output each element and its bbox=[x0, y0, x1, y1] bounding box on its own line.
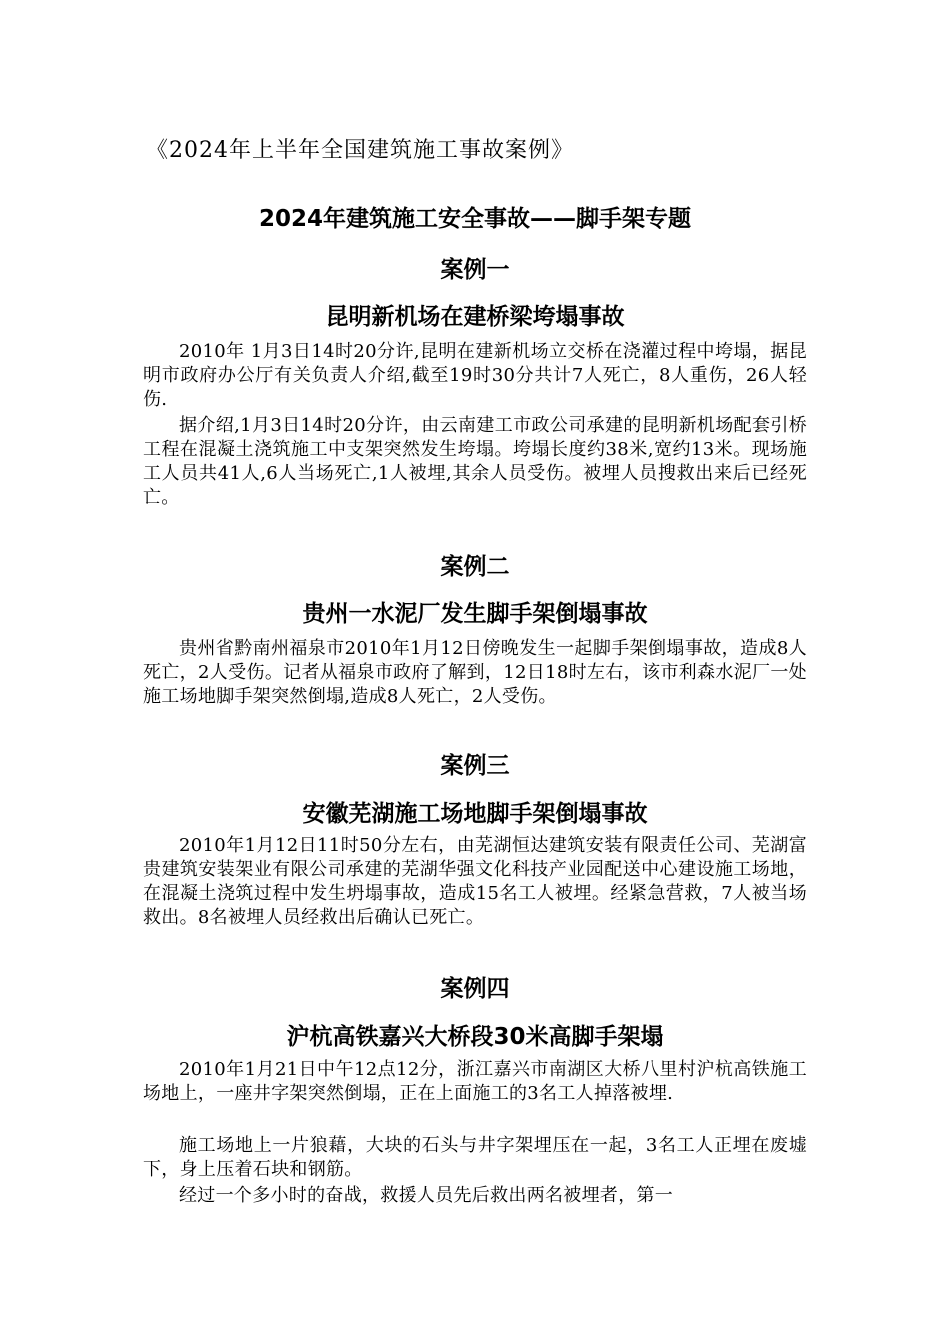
case-heading: 沪杭高铁嘉兴大桥段30米高脚手架塌 bbox=[286, 1024, 664, 1050]
case-heading: 安徽芜湖施工场地脚手架倒塌事故 bbox=[302, 801, 648, 827]
case-paragraph: 2010年1月12日11时50分左右，由芜湖恒达建筑安装有限责任公司、芜湖富贵建筑安装架业有限公司承建的芜湖华强文化科技产业园配送中心建设施工场地，在混凝土浇筑过程中发生坍塌事故，造成15名工人被埋。经紧急营救，7人被当场救出。8名被埋人员经救出后确认已死亡。 bbox=[143, 835, 807, 928]
case-label: 案例二 bbox=[440, 554, 510, 580]
case-label: 案例四 bbox=[440, 976, 510, 1002]
document-title: 《2024年上半年全国建筑施工事故案例》 bbox=[146, 138, 574, 163]
case-paragraph: 施工场地上一片狼藉，大块的石头与井字架埋压在一起，3名工人正埋在废墟下，身上压着石块和钢筋。 bbox=[143, 1135, 807, 1180]
case-paragraph: 贵州省黔南州福泉市2010年1月12日傍晚发生一起脚手架倒塌事故，造成8人死亡，2人受伤。记者从福泉市政府了解到，12日18时左右，该市利森水泥厂一处施工场地脚手架突然倒塌,造成8人死亡，2人受伤。 bbox=[143, 638, 807, 707]
case-heading: 昆明新机场在建桥梁垮塌事故 bbox=[325, 304, 625, 330]
case-paragraph: 经过一个多小时的奋战，救援人员先后救出两名被埋者，第一 bbox=[179, 1185, 674, 1206]
case-paragraph: 2010年 1月3日14时20分许,昆明在建新机场立交桥在浇灌过程中垮塌，据昆明市政府办公厅有关负责人介绍,截至19时30分共计7人死亡，8人重伤，26人轻伤. bbox=[143, 341, 807, 410]
case-paragraph: 据介绍,1月3日14时20分许，由云南建工市政公司承建的昆明新机场配套引桥工程在混凝土浇筑施工中支架突然发生垮塌。垮塌长度约38米,宽约13米。现场施工人员共41人,6人当场死亡,1人被埋,其余人员受伤。被埋人员搜救出来后已经死亡。 bbox=[143, 415, 807, 508]
case-label: 案例三 bbox=[440, 753, 510, 779]
case-paragraph: 2010年1月21日中午12点12分，浙江嘉兴市南湖区大桥八里村沪杭高铁施工场地上，一座井字架突然倒塌，正在上面施工的3名工人掉落被埋. bbox=[143, 1059, 807, 1104]
main-heading: 2024年建筑施工安全事故——脚手架专题 bbox=[258, 206, 691, 232]
case-label: 案例一 bbox=[440, 257, 510, 283]
case-heading: 贵州一水泥厂发生脚手架倒塌事故 bbox=[302, 601, 648, 627]
